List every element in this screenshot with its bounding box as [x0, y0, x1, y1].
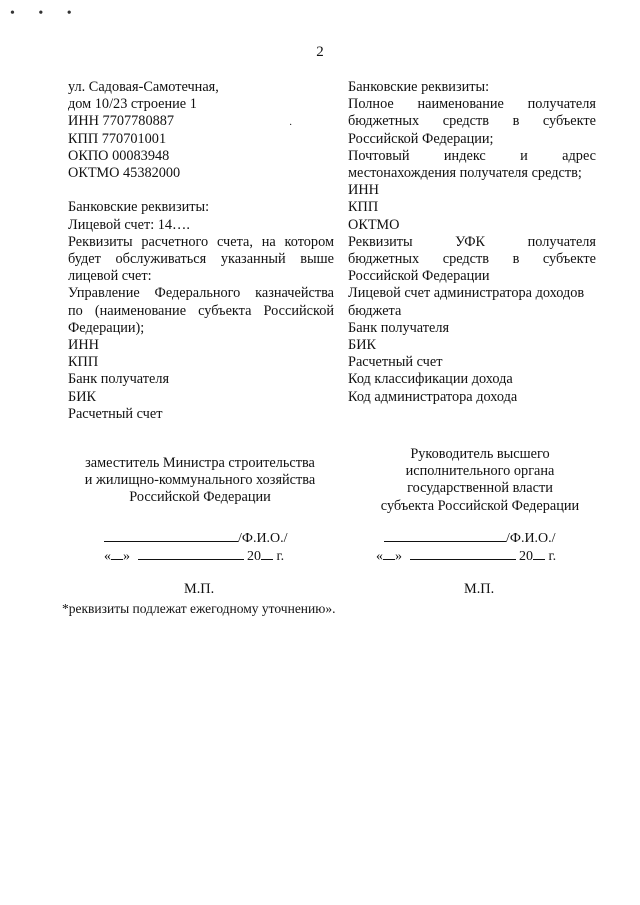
signatory-line: исполнительного органа [405, 463, 555, 480]
settlement-line: Реквизиты расчетного счета, на котором [68, 233, 334, 250]
field-label: Расчетный счет [348, 354, 443, 371]
field-label: Код администратора дохода [348, 388, 518, 405]
signature-blank [104, 529, 238, 542]
address-line: ул. Садовая-Самотечная, [68, 79, 219, 95]
recipient-line: Полное наименование получателя [348, 96, 596, 113]
settlement-line: будет обслуживаться указанный выше [68, 251, 334, 268]
settlement-line: лицевой счет: [68, 268, 152, 285]
field-label: Код классификации дохода [348, 371, 513, 388]
field-label: КПП [68, 354, 99, 371]
signature-blank [384, 529, 506, 542]
corner-marks: • • • [10, 6, 82, 21]
recipient-line: Российской Федерации; [348, 130, 494, 147]
left-requisites [68, 79, 334, 423]
right-requisites [348, 79, 596, 406]
bank-header: Банковские реквизиты: [348, 79, 490, 95]
ufk-line: Реквизиты УФК получателя [348, 233, 596, 250]
quote-open: « [104, 549, 111, 564]
field-label: ИНН [348, 182, 379, 199]
left-signatory-title [66, 455, 334, 507]
bank-header: Банковские реквизиты: [68, 199, 210, 216]
account-line: Лицевой счет администратора доходов [348, 285, 585, 302]
quote-close: » [395, 549, 402, 564]
postal-line: Почтовый индекс и адрес [348, 147, 596, 164]
month-blank [138, 547, 244, 560]
signatory-line: субъекта Российской Федерации [380, 497, 580, 514]
month-blank [410, 547, 516, 560]
ufk-line: Российской Федерации [348, 268, 490, 285]
treasury-line: по (наименование субъекта Российской [68, 302, 334, 319]
account-line: бюджета [348, 302, 402, 319]
kpp-line: КПП 770701001 [68, 130, 167, 147]
right-signatory-title [354, 446, 606, 515]
fio-label: /Ф.И.О./ [506, 531, 556, 546]
right-stamp-label: М.П. [464, 581, 495, 597]
left-date-line [104, 547, 284, 565]
field-label: Расчетный счет [68, 405, 163, 422]
treasury-line: Федерации); [68, 319, 145, 336]
day-blank [111, 547, 123, 560]
fio-label: /Ф.И.О./ [238, 531, 288, 546]
footnote: *реквизиты подлежат ежегодному уточнению». [62, 601, 336, 616]
quote-close: » [123, 549, 130, 564]
signatory-line: государственной власти [407, 480, 553, 497]
year-blank [261, 547, 273, 560]
year-prefix: 20 [519, 549, 533, 564]
ufk-line: бюджетных средств в субъекте [348, 251, 596, 268]
recipient-line: бюджетных средств в субъекте [348, 113, 596, 130]
year-prefix: 20 [247, 549, 261, 564]
field-label: БИК [68, 388, 97, 405]
year-blank [533, 547, 545, 560]
right-signature-line [384, 529, 556, 547]
account-line: Лицевой счет: 14…. [68, 216, 190, 233]
right-date-line [376, 547, 556, 565]
field-label: ОКТМО [348, 216, 400, 233]
signatory-line: заместитель Министра строительства [85, 455, 315, 471]
field-label: Банк получателя [348, 319, 450, 336]
postal-line: местонахождения получателя средств; [348, 165, 582, 182]
address-line: дом 10/23 строение 1 [68, 96, 197, 113]
signatory-line: и жилищно-коммунального хозяйства [84, 472, 316, 489]
oktmo-line: ОКТМО 45382000 [68, 165, 181, 182]
quote-open: « [376, 549, 383, 564]
field-label: КПП [348, 199, 379, 216]
okpo-line: ОКПО 00083948 [68, 147, 170, 164]
signatory-line: Российской Федерации [129, 489, 271, 506]
left-stamp-label: М.П. [184, 581, 215, 597]
signatory-line: Руководитель высшего [410, 446, 550, 462]
stray-mark: · [289, 120, 293, 131]
field-label: Банк получателя [68, 371, 170, 388]
day-blank [383, 547, 395, 560]
left-signature-line [104, 529, 288, 547]
treasury-line: Управление Федерального казначейства [68, 285, 334, 302]
inn-line: ИНН 7707780887 [68, 113, 175, 130]
field-label: БИК [348, 337, 377, 354]
year-suffix: г. [548, 549, 557, 564]
year-suffix: г. [276, 549, 285, 564]
page-number: 2 [316, 44, 324, 60]
field-label: ИНН [68, 337, 99, 354]
